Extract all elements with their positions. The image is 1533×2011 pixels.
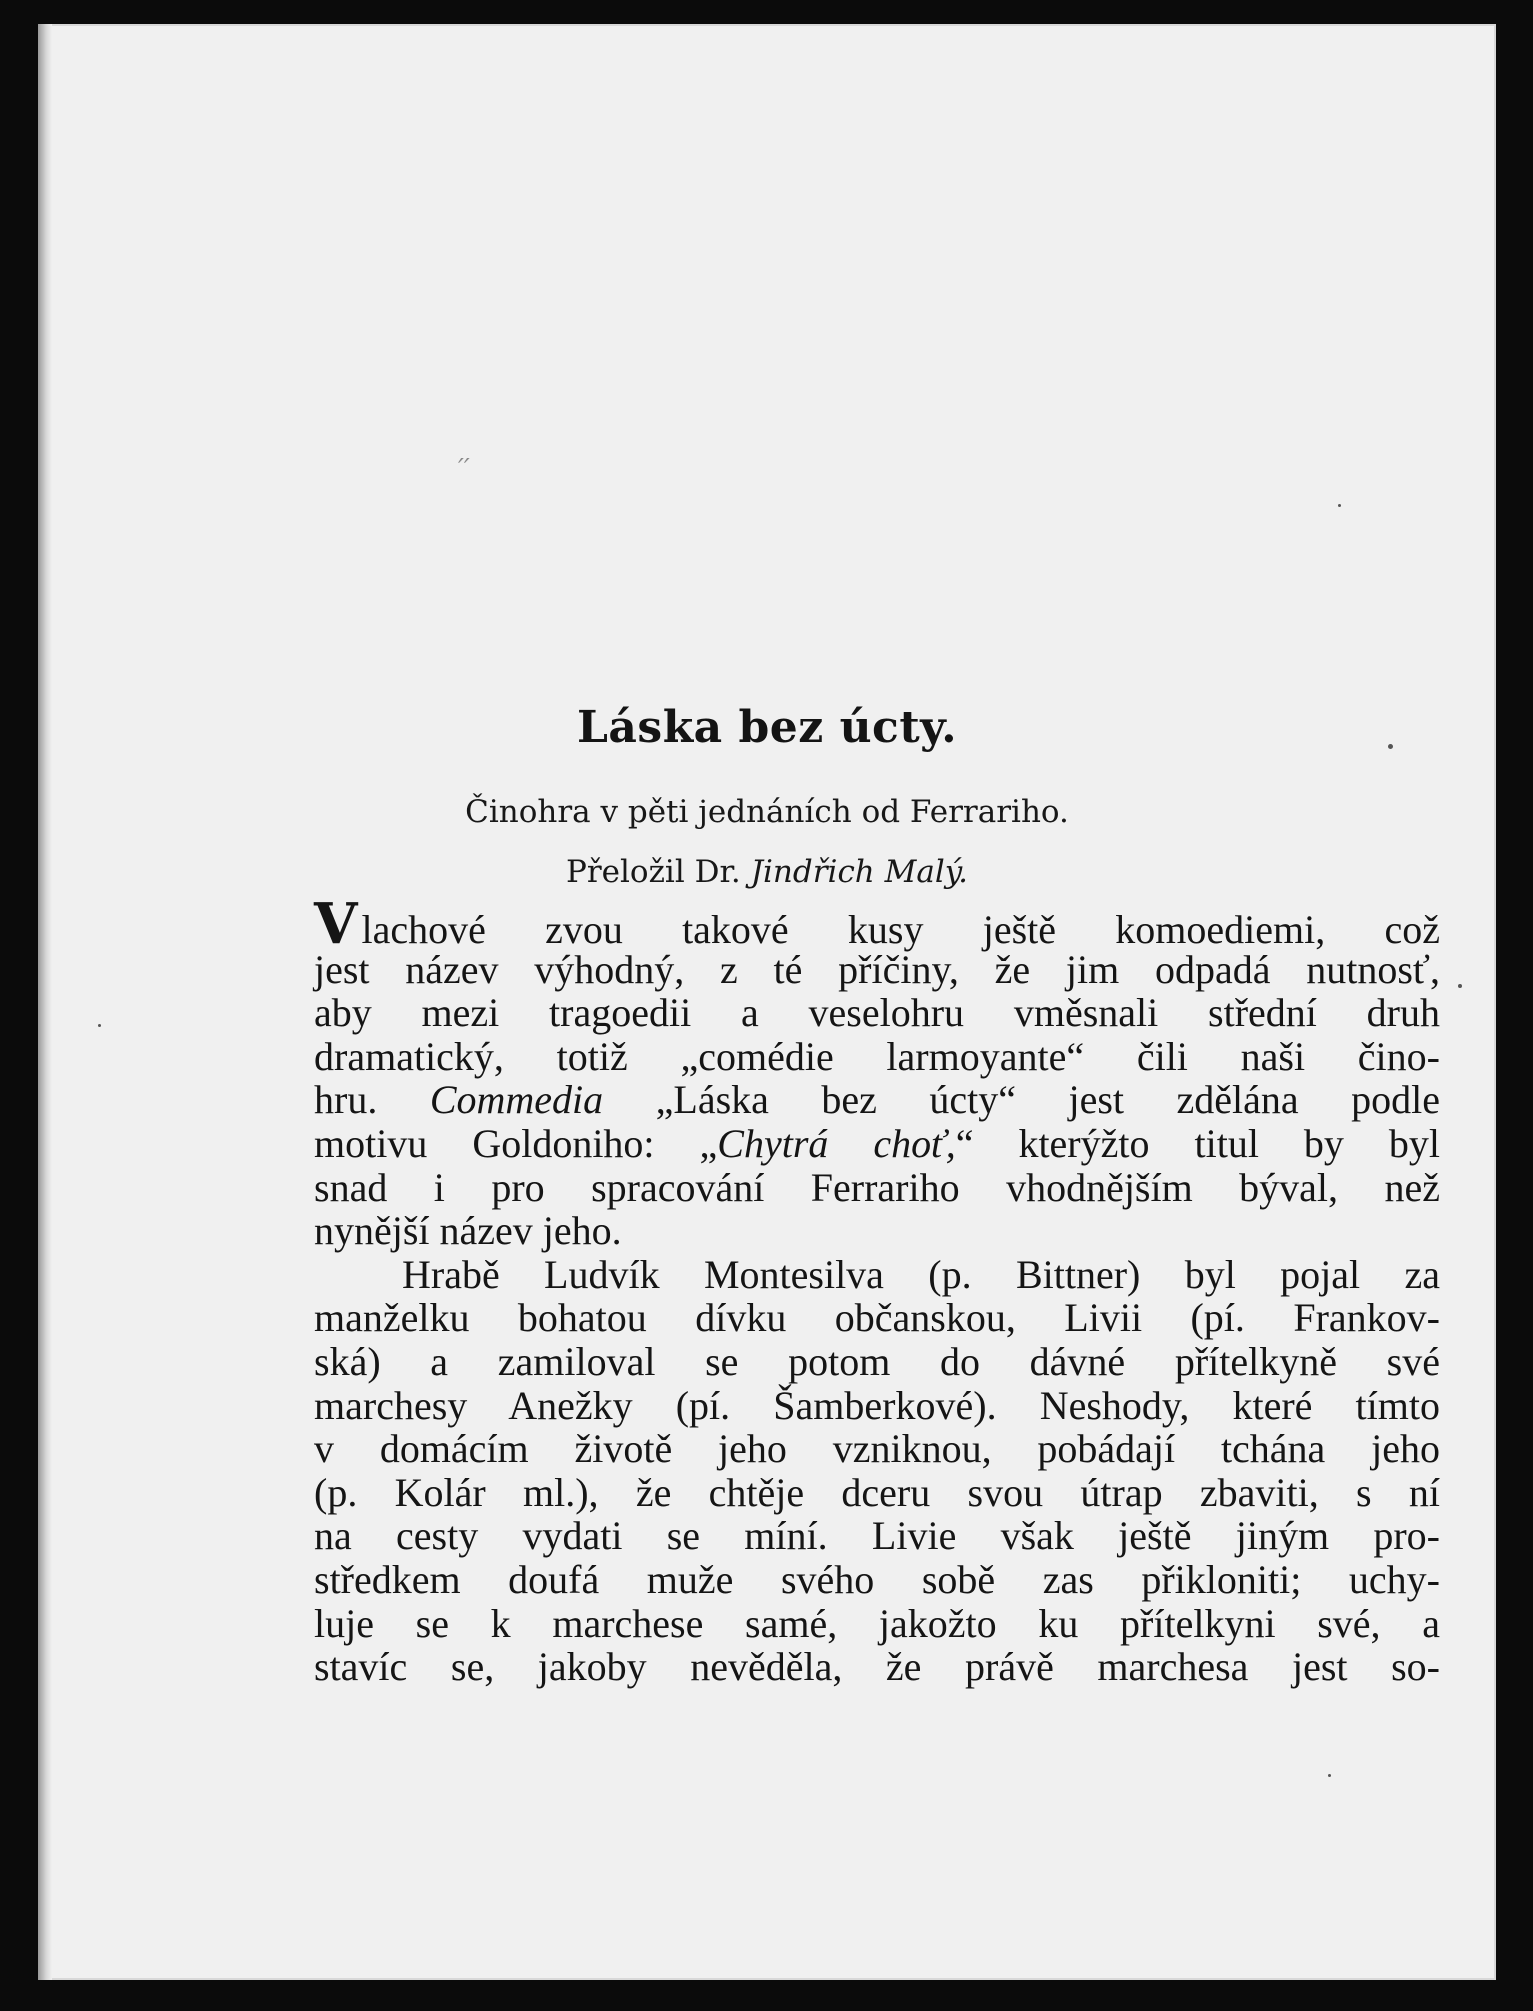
drop-cap: V — [314, 891, 358, 957]
text-line — [314, 1558, 1440, 1602]
translator-prefix: Přeložil Dr. — [565, 854, 751, 890]
scanned-page — [38, 24, 1496, 1980]
text-line — [314, 1166, 1440, 1210]
text-line — [314, 1122, 1440, 1166]
text-line — [314, 1340, 1440, 1384]
text-line — [314, 1471, 1440, 1515]
text-line — [314, 1645, 1440, 1689]
text-line — [314, 1514, 1440, 1558]
body-text — [314, 891, 1441, 1690]
scan-speck — [1458, 984, 1462, 988]
text-segment: motivu Goldoniho: „ — [314, 1120, 718, 1166]
page-subtitle: Činohra v pěti jednáních od Ferrariho. — [465, 794, 1069, 830]
text-segment: nynější název jeho. — [314, 1208, 622, 1254]
text-line — [314, 1602, 1440, 1646]
scan-speck — [98, 1024, 101, 1027]
text-line — [314, 891, 1440, 957]
text-segment: na cesty vydati se míní. Livie však ještě jiným pro- — [314, 1513, 1440, 1559]
text-segment: ská) a zamiloval se potom do dávné přítelkyně své — [314, 1338, 1440, 1384]
text-segment: „Láska bez úcty“ jest zdělána podle — [603, 1077, 1440, 1123]
text-segment: v domácím životě jeho vzniknou, pobádají tchána jeho — [314, 1426, 1440, 1472]
translator-credit — [38, 854, 1496, 890]
text-segment: dramatický, totiž „comédie larmoyante“ čili naši čino- — [314, 1033, 1440, 1079]
text-segment: luje se k marchese samé, jakožto ku přítelkyni své, a — [314, 1600, 1440, 1646]
translator-name: Jindřich Malý. — [750, 854, 969, 890]
text-segment: Hrabě Ludvík Montesilva (p. Bittner) byl pojal za — [402, 1251, 1440, 1297]
pencil-mark: ′′ — [458, 454, 470, 484]
text-segment: lachové zvou takové kusy ještě komoediemi, což — [361, 907, 1440, 952]
text-line — [314, 1253, 1440, 1297]
text-segment: (p. Kolár ml.), že chtěje dceru svou útrap zbaviti, s ní — [314, 1469, 1440, 1515]
text-segment: “ kterýžto titul by byl — [955, 1120, 1441, 1166]
page-spine-shadow — [38, 24, 52, 1980]
text-line — [314, 1078, 1440, 1122]
scan-speck — [1338, 504, 1341, 507]
text-line — [314, 991, 1440, 1035]
text-segment: marchesy Anežky (pí. Šamberkové). Neshody, které tímto — [314, 1382, 1440, 1428]
italic-text: Commedia — [429, 1077, 604, 1123]
text-segment: aby mezi tragoedii a veselohru vměsnali střední druh — [314, 990, 1440, 1036]
text-segment: středkem doufá muže svého sobě zas přikloniti; uchy- — [314, 1556, 1440, 1602]
text-line — [314, 1384, 1440, 1428]
text-segment: jest název výhodný, z té příčiny, že jim odpadá nutnosť, — [314, 946, 1440, 992]
text-line — [314, 1209, 1440, 1253]
text-segment: stavíc se, jakoby nevěděla, že právě marchesa jest so- — [314, 1644, 1440, 1690]
text-segment: snad i pro spracování Ferrariho vhodnějším býval, než — [314, 1164, 1440, 1210]
italic-text: Chytrá choť, — [717, 1120, 956, 1166]
text-line — [314, 1035, 1440, 1079]
text-line — [314, 948, 1440, 992]
page-title: Láska bez úcty. — [576, 702, 958, 753]
text-segment: manželku bohatou dívku občanskou, Livii (pí. Frankov- — [314, 1295, 1440, 1341]
text-segment: hru. — [314, 1077, 430, 1123]
text-line — [314, 1427, 1440, 1471]
scan-speck — [1328, 1774, 1331, 1777]
text-line — [314, 1296, 1440, 1340]
